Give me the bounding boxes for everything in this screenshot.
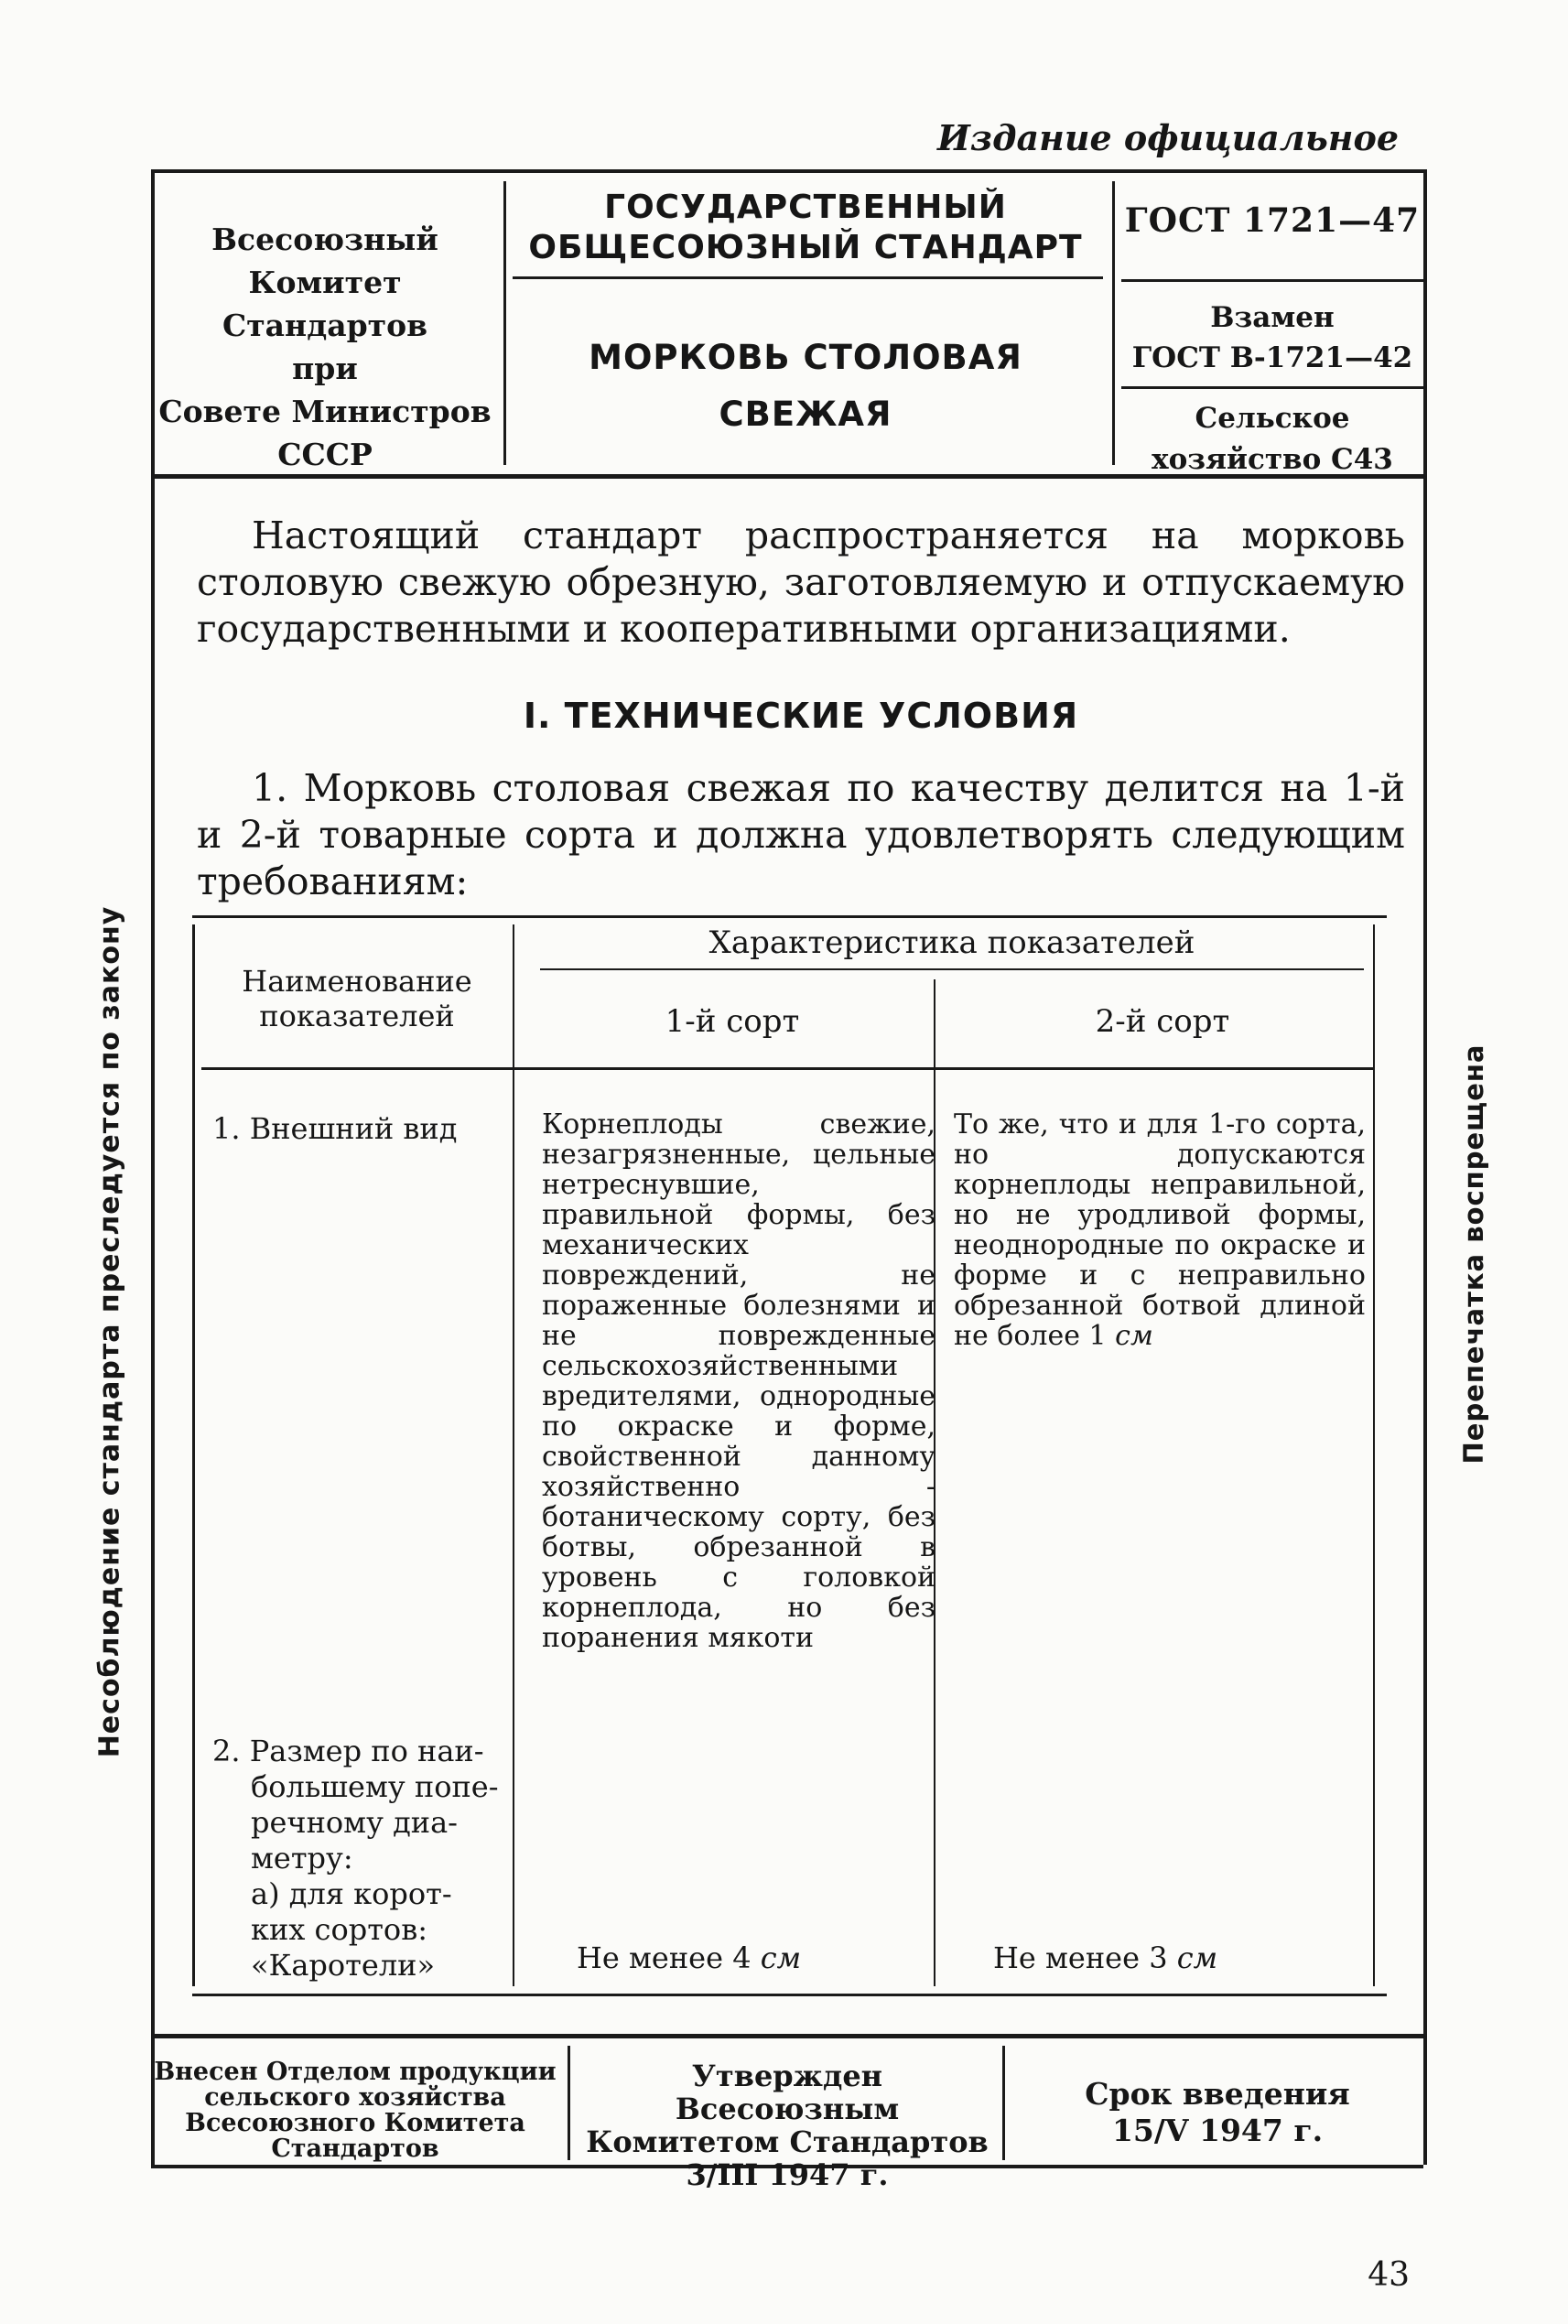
page-left-rule (151, 169, 155, 2165)
introduced-line: сельского хозяйства (204, 2083, 506, 2112)
row2-name-line: речному диа- (251, 1805, 458, 1840)
introduced-line: Всесоюзного Комитета (185, 2109, 525, 2137)
row2-name-line: 2. Размер по наи- (212, 1734, 484, 1768)
intro-paragraph: Настоящий стандарт распространяется на морковь столовую свежую обрезную, заготовляемую и отпускаемую государственными и кооперативными организациями. (197, 513, 1405, 651)
table-top-rule (192, 915, 1387, 918)
row2-grade1-text: Не менее 4 (577, 1940, 752, 1975)
issuer-line: при (292, 351, 358, 386)
header-right-rule-1 (1121, 279, 1423, 282)
table-head-rule (201, 1067, 1373, 1070)
table-head-grade1: 1-й сорт (665, 1003, 800, 1040)
row2-grade2-unit: см (1176, 1940, 1218, 1975)
row1-grade1: Корнеплоды свежие, незагрязненные, цельные нетреснувшие, правильной формы, без механических повреждений, не пораженные болезнями и не поврежденные сельскохозяйственными вредителями, однородные по окраске и форме, свойственной данному хозяйственно - ботаническому сорту, без ботвы, обрезанной в уровень с головкой корнеплода, но без поранения мякоти (542, 1108, 935, 1654)
edition-mark: Издание официальное (936, 117, 1399, 158)
standard-type (513, 188, 1098, 268)
issuer-block (156, 218, 494, 476)
table-char-rule (540, 968, 1364, 970)
row2-name (212, 1734, 514, 1984)
classification-line: хозяйство С43 (1152, 443, 1393, 476)
side-note-right: Перепечатка воспрещена (1458, 1043, 1489, 1465)
row2-grade2-text: Не менее 3 (993, 1940, 1168, 1975)
table-head-characteristics: Характеристика показателей (708, 924, 1195, 961)
row2-name-line: а) для корот- (251, 1876, 452, 1911)
table-bottom-rule (192, 1994, 1387, 1996)
standard-type-line: ОБЩЕСОЮЗНЫЙ СТАНДАРТ (528, 229, 1083, 266)
row1-name: 1. Внешний вид (212, 1111, 458, 1146)
document-title (513, 330, 1098, 443)
row2-name-line: метру: (251, 1841, 353, 1875)
header-divider-1 (503, 181, 506, 465)
footer-approved (586, 2059, 989, 2191)
page-right-rule (1423, 169, 1427, 2165)
replaces-line: Взамен (1210, 301, 1335, 334)
footer-introduced (154, 2059, 557, 2162)
approved-line: 3/III 1947 г. (686, 2157, 889, 2192)
page-number: 43 (1368, 2256, 1410, 2294)
row2-grade1-unit: см (760, 1940, 802, 1975)
approved-line: Утвержден Всесоюзным (675, 2059, 900, 2126)
row2-grade1 (577, 1940, 943, 1975)
header-divider-2 (1112, 181, 1115, 465)
issuer-line: Комитет Стандартов (222, 265, 428, 343)
header-top-rule (151, 169, 1423, 173)
table-right-rule (1373, 924, 1375, 1986)
replaces-line: ГОСТ В-1721—42 (1131, 341, 1413, 374)
replaces-block (1121, 297, 1423, 378)
title-line: МОРКОВЬ СТОЛОВАЯ (589, 338, 1022, 377)
row2-grade2 (993, 1940, 1378, 1975)
header-right-rule-2 (1121, 386, 1423, 389)
issuer-line: СССР (277, 437, 373, 472)
classification-block (1121, 398, 1423, 481)
issuer-line: Всесоюзный (211, 222, 438, 257)
table-left-rule (192, 924, 195, 1986)
classification-line: Сельское (1195, 402, 1350, 435)
footer-divider-1 (568, 2046, 570, 2160)
header-mid-rule (513, 276, 1103, 279)
issuer-line: Совете Министров (158, 394, 492, 429)
gost-number: ГОСТ 1721—47 (1124, 201, 1421, 240)
row1-grade2 (954, 1109, 1366, 1351)
effective-line: Срок введения (1085, 2076, 1350, 2112)
row2-name-line: «Каротели» (251, 1948, 436, 1983)
clause-1: 1. Морковь столовая свежая по качеству делится на 1-й и 2-й товарные сорта и должна удовлетворять следующим требованиям: (197, 766, 1405, 903)
row1-grade2-text: То же, что и для 1-го сорта, но допускаются корнеплоды неправильной, но не уродливой формы, неоднородные по окраске и форме и с неправильно обрезанной ботвой длиной не более 1 (954, 1108, 1366, 1352)
footer-effective (1016, 2076, 1419, 2149)
side-note-left: Несоблюдение стандарта преследуется по закону (93, 905, 126, 1758)
title-line: СВЕЖАЯ (719, 395, 892, 434)
row2-name-line: ких сортов: (251, 1912, 427, 1947)
footer-divider-2 (1002, 2046, 1005, 2160)
table-head-name: Наименование показателей (242, 964, 472, 1033)
introduced-line: Стандартов (271, 2135, 439, 2163)
row2-name-line: большему попе- (251, 1769, 499, 1804)
standard-type-line: ГОСУДАРСТВЕННЫЙ (604, 189, 1007, 226)
introduced-line: Внесен Отделом продукции (154, 2058, 557, 2086)
table-head-grade2: 2-й сорт (1095, 1003, 1230, 1040)
footer-top-rule (151, 2034, 1423, 2038)
approved-line: Комитетом Стандартов (586, 2124, 989, 2159)
section-title: I. ТЕХНИЧЕСКИЕ УСЛОВИЯ (523, 696, 1079, 736)
effective-line: 15/V 1947 г. (1111, 2113, 1324, 2148)
row1-grade2-unit: см (1115, 1320, 1153, 1352)
